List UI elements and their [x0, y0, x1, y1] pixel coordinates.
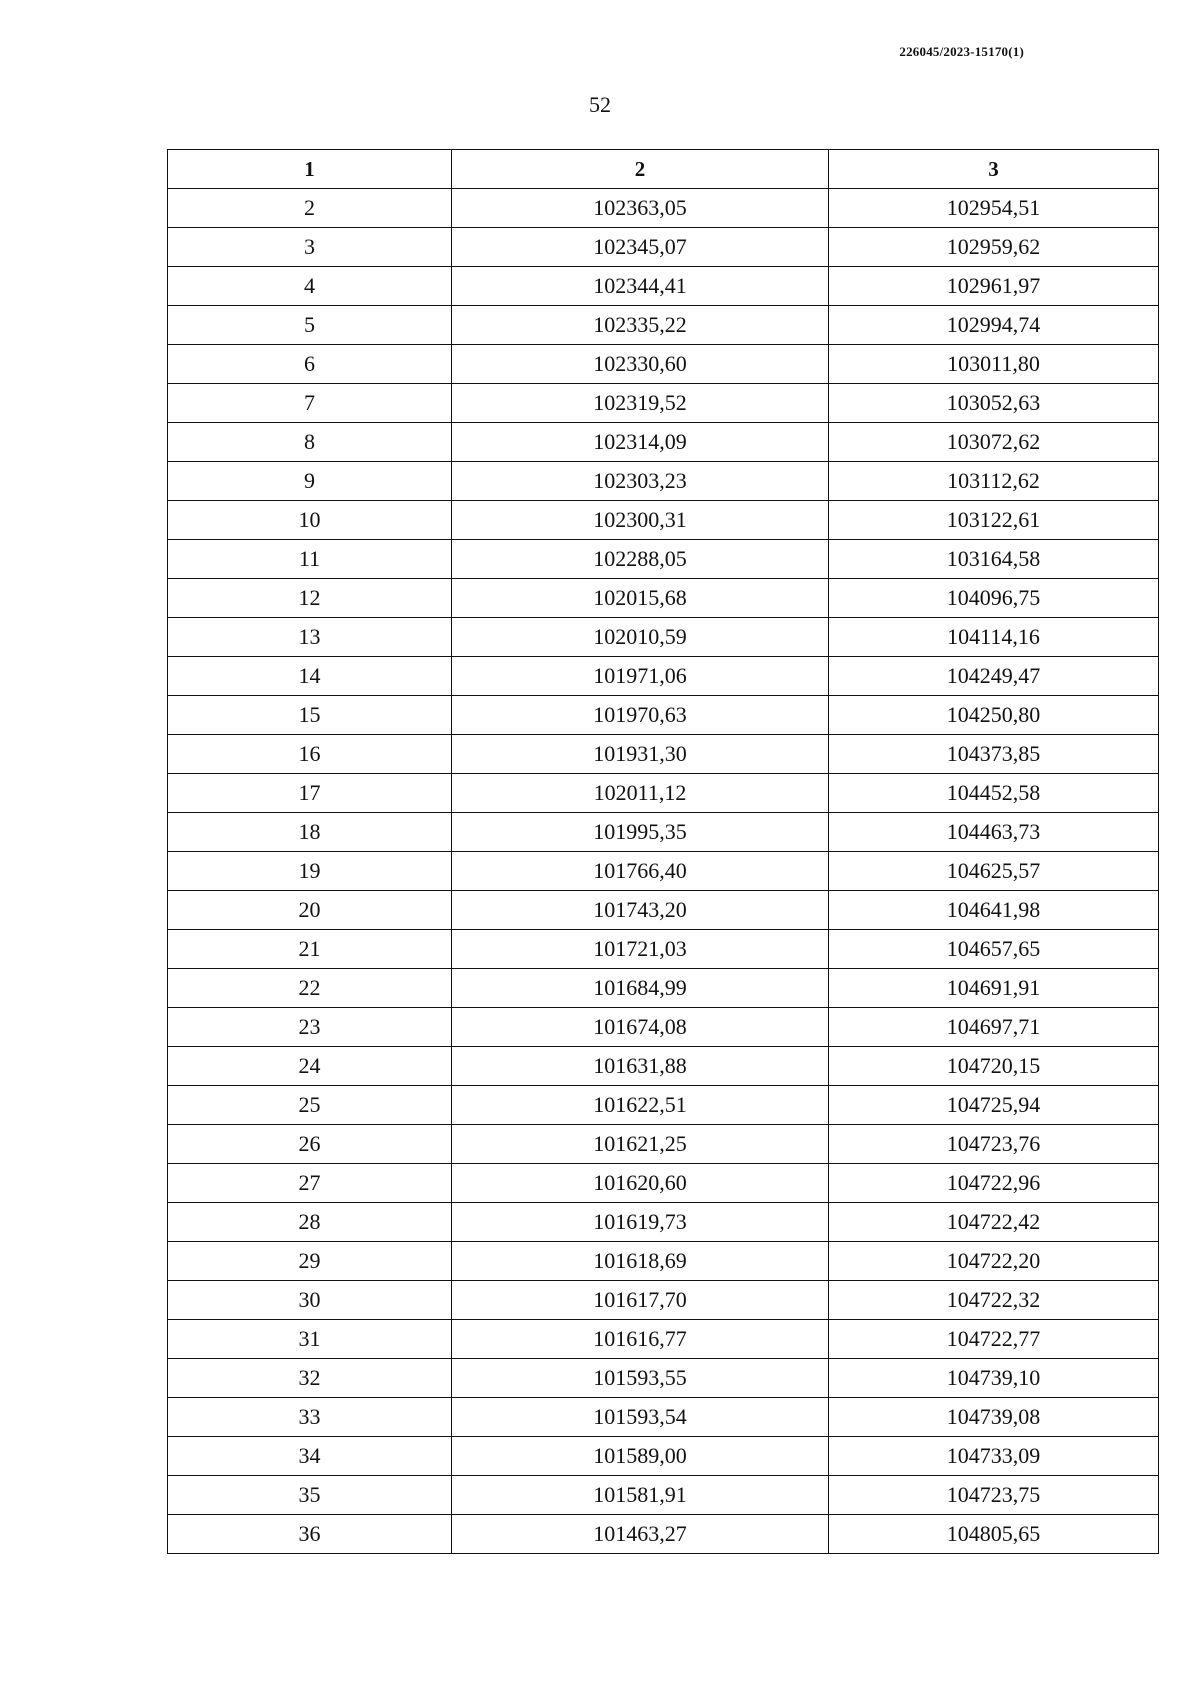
table-cell-col-1: 4: [168, 267, 452, 306]
table-cell-col-3: 104722,77: [829, 1320, 1159, 1359]
table-cell-col-2: 101581,91: [452, 1476, 829, 1515]
table-row: [168, 267, 1159, 306]
table-row: [168, 345, 1159, 384]
table-cell-col-2: 102015,68: [452, 579, 829, 618]
table-cell-col-3: 104697,71: [829, 1008, 1159, 1047]
table-cell-col-2: 102344,41: [452, 267, 829, 306]
table-row: [168, 1203, 1159, 1242]
table-cell-col-3: 104625,57: [829, 852, 1159, 891]
table-row: [168, 852, 1159, 891]
table-row: [168, 423, 1159, 462]
table-cell-col-1: 7: [168, 384, 452, 423]
table-cell-col-1: 8: [168, 423, 452, 462]
column-header-1: 1: [168, 150, 452, 189]
table-cell-col-2: 102314,09: [452, 423, 829, 462]
table-cell-col-2: 102288,05: [452, 540, 829, 579]
table-cell-col-1: 10: [168, 501, 452, 540]
table-row: [168, 1281, 1159, 1320]
table-cell-col-2: 101743,20: [452, 891, 829, 930]
table-cell-col-1: 31: [168, 1320, 452, 1359]
table-cell-col-1: 32: [168, 1359, 452, 1398]
table-row: [168, 1047, 1159, 1086]
table-cell-col-3: 104739,08: [829, 1398, 1159, 1437]
table-cell-col-1: 5: [168, 306, 452, 345]
table-cell-col-1: 28: [168, 1203, 452, 1242]
table-cell-col-1: 30: [168, 1281, 452, 1320]
table-row: [168, 501, 1159, 540]
table-cell-col-3: 104805,65: [829, 1515, 1159, 1554]
table-cell-col-2: 101620,60: [452, 1164, 829, 1203]
table-cell-col-3: 102954,51: [829, 189, 1159, 228]
table-cell-col-3: 104725,94: [829, 1086, 1159, 1125]
table-cell-col-2: 102300,31: [452, 501, 829, 540]
table-cell-col-3: 102994,74: [829, 306, 1159, 345]
table-cell-col-3: 104641,98: [829, 891, 1159, 930]
table-cell-col-2: 101721,03: [452, 930, 829, 969]
table-row: [168, 930, 1159, 969]
table-row: [168, 189, 1159, 228]
table-row: [168, 462, 1159, 501]
table-cell-col-1: 26: [168, 1125, 452, 1164]
table-cell-col-2: 102330,60: [452, 345, 829, 384]
table-cell-col-1: 15: [168, 696, 452, 735]
table-cell-col-3: 103112,62: [829, 462, 1159, 501]
table-row: [168, 1515, 1159, 1554]
table-cell-col-1: 16: [168, 735, 452, 774]
table-cell-col-2: 102363,05: [452, 189, 829, 228]
table-cell-col-2: 102011,12: [452, 774, 829, 813]
table-cell-col-3: 104722,96: [829, 1164, 1159, 1203]
table-cell-col-3: 104739,10: [829, 1359, 1159, 1398]
table-row: [168, 1086, 1159, 1125]
table-cell-col-2: 101766,40: [452, 852, 829, 891]
table-cell-col-1: 3: [168, 228, 452, 267]
table-cell-col-3: 104722,42: [829, 1203, 1159, 1242]
table-cell-col-3: 104723,75: [829, 1476, 1159, 1515]
table-cell-col-2: 101619,73: [452, 1203, 829, 1242]
table-row: [168, 540, 1159, 579]
table-row: [168, 384, 1159, 423]
table-row: [168, 774, 1159, 813]
table-row: [168, 1437, 1159, 1476]
table-cell-col-2: 102303,23: [452, 462, 829, 501]
table-cell-col-1: 17: [168, 774, 452, 813]
table-cell-col-3: 103011,80: [829, 345, 1159, 384]
table-cell-col-1: 33: [168, 1398, 452, 1437]
table-cell-col-1: 24: [168, 1047, 452, 1086]
coordinates-table: [167, 149, 1159, 1554]
table-cell-col-3: 104249,47: [829, 657, 1159, 696]
table-cell-col-2: 101931,30: [452, 735, 829, 774]
table-cell-col-3: 104452,58: [829, 774, 1159, 813]
table-cell-col-1: 25: [168, 1086, 452, 1125]
table-cell-col-2: 102335,22: [452, 306, 829, 345]
table-row: [168, 1320, 1159, 1359]
table-cell-col-3: 104722,20: [829, 1242, 1159, 1281]
table-cell-col-2: 101621,25: [452, 1125, 829, 1164]
table-cell-col-3: 102961,97: [829, 267, 1159, 306]
table-cell-col-3: 103122,61: [829, 501, 1159, 540]
table-cell-col-3: 102959,62: [829, 228, 1159, 267]
table-row: [168, 813, 1159, 852]
table-cell-col-1: 29: [168, 1242, 452, 1281]
table-cell-col-1: 20: [168, 891, 452, 930]
table-row: [168, 1359, 1159, 1398]
table-row: [168, 618, 1159, 657]
table-cell-col-3: 103164,58: [829, 540, 1159, 579]
table-cell-col-2: 101971,06: [452, 657, 829, 696]
table-cell-col-2: 101622,51: [452, 1086, 829, 1125]
table-cell-col-2: 101995,35: [452, 813, 829, 852]
table-cell-col-3: 104250,80: [829, 696, 1159, 735]
table-cell-col-1: 27: [168, 1164, 452, 1203]
table-cell-col-2: 101616,77: [452, 1320, 829, 1359]
table-cell-col-1: 21: [168, 930, 452, 969]
table-cell-col-1: 14: [168, 657, 452, 696]
table-row: [168, 1125, 1159, 1164]
table-cell-col-1: 11: [168, 540, 452, 579]
table-row: [168, 1242, 1159, 1281]
table-row: [168, 228, 1159, 267]
table-cell-col-2: 101617,70: [452, 1281, 829, 1320]
table-cell-col-1: 2: [168, 189, 452, 228]
table-cell-col-2: 101618,69: [452, 1242, 829, 1281]
column-header-2: 2: [452, 150, 829, 189]
table-row: [168, 735, 1159, 774]
table-cell-col-3: 104096,75: [829, 579, 1159, 618]
table-cell-col-1: 19: [168, 852, 452, 891]
table-row: [168, 579, 1159, 618]
table-cell-col-2: 101631,88: [452, 1047, 829, 1086]
table-cell-col-3: 104114,16: [829, 618, 1159, 657]
table-row: [168, 1008, 1159, 1047]
table-cell-col-2: 102345,07: [452, 228, 829, 267]
table-cell-col-3: 104691,91: [829, 969, 1159, 1008]
document-code: 226045/2023-15170(1): [899, 44, 1024, 59]
table-row: [168, 891, 1159, 930]
table-cell-col-1: 34: [168, 1437, 452, 1476]
table-cell-col-2: 101593,54: [452, 1398, 829, 1437]
table-row: [168, 1476, 1159, 1515]
page-number: 52: [589, 92, 611, 117]
table-row: [168, 969, 1159, 1008]
table-cell-col-3: 103052,63: [829, 384, 1159, 423]
table-cell-col-1: 35: [168, 1476, 452, 1515]
table-row: [168, 657, 1159, 696]
table-cell-col-2: 101674,08: [452, 1008, 829, 1047]
table-cell-col-1: 12: [168, 579, 452, 618]
table-cell-col-2: 101463,27: [452, 1515, 829, 1554]
table-cell-col-3: 104373,85: [829, 735, 1159, 774]
table-cell-col-2: 102319,52: [452, 384, 829, 423]
table-cell-col-3: 104733,09: [829, 1437, 1159, 1476]
table-row: [168, 696, 1159, 735]
table-cell-col-3: 103072,62: [829, 423, 1159, 462]
table-cell-col-1: 9: [168, 462, 452, 501]
table-cell-col-1: 18: [168, 813, 452, 852]
table-cell-col-2: 101589,00: [452, 1437, 829, 1476]
table-cell-col-1: 36: [168, 1515, 452, 1554]
table-cell-col-1: 22: [168, 969, 452, 1008]
table-cell-col-1: 23: [168, 1008, 452, 1047]
table-cell-col-1: 6: [168, 345, 452, 384]
table-cell-col-2: 101970,63: [452, 696, 829, 735]
table-cell-col-3: 104722,32: [829, 1281, 1159, 1320]
table-cell-col-2: 101684,99: [452, 969, 829, 1008]
table-cell-col-1: 13: [168, 618, 452, 657]
table-cell-col-2: 101593,55: [452, 1359, 829, 1398]
table-header-row: [168, 150, 1159, 189]
table-row: [168, 1398, 1159, 1437]
table-cell-col-3: 104463,73: [829, 813, 1159, 852]
table-row: [168, 1164, 1159, 1203]
table-body: [168, 189, 1159, 1554]
table-cell-col-2: 102010,59: [452, 618, 829, 657]
table-cell-col-3: 104657,65: [829, 930, 1159, 969]
table-cell-col-3: 104723,76: [829, 1125, 1159, 1164]
table-cell-col-3: 104720,15: [829, 1047, 1159, 1086]
table-row: [168, 306, 1159, 345]
column-header-3: 3: [829, 150, 1159, 189]
